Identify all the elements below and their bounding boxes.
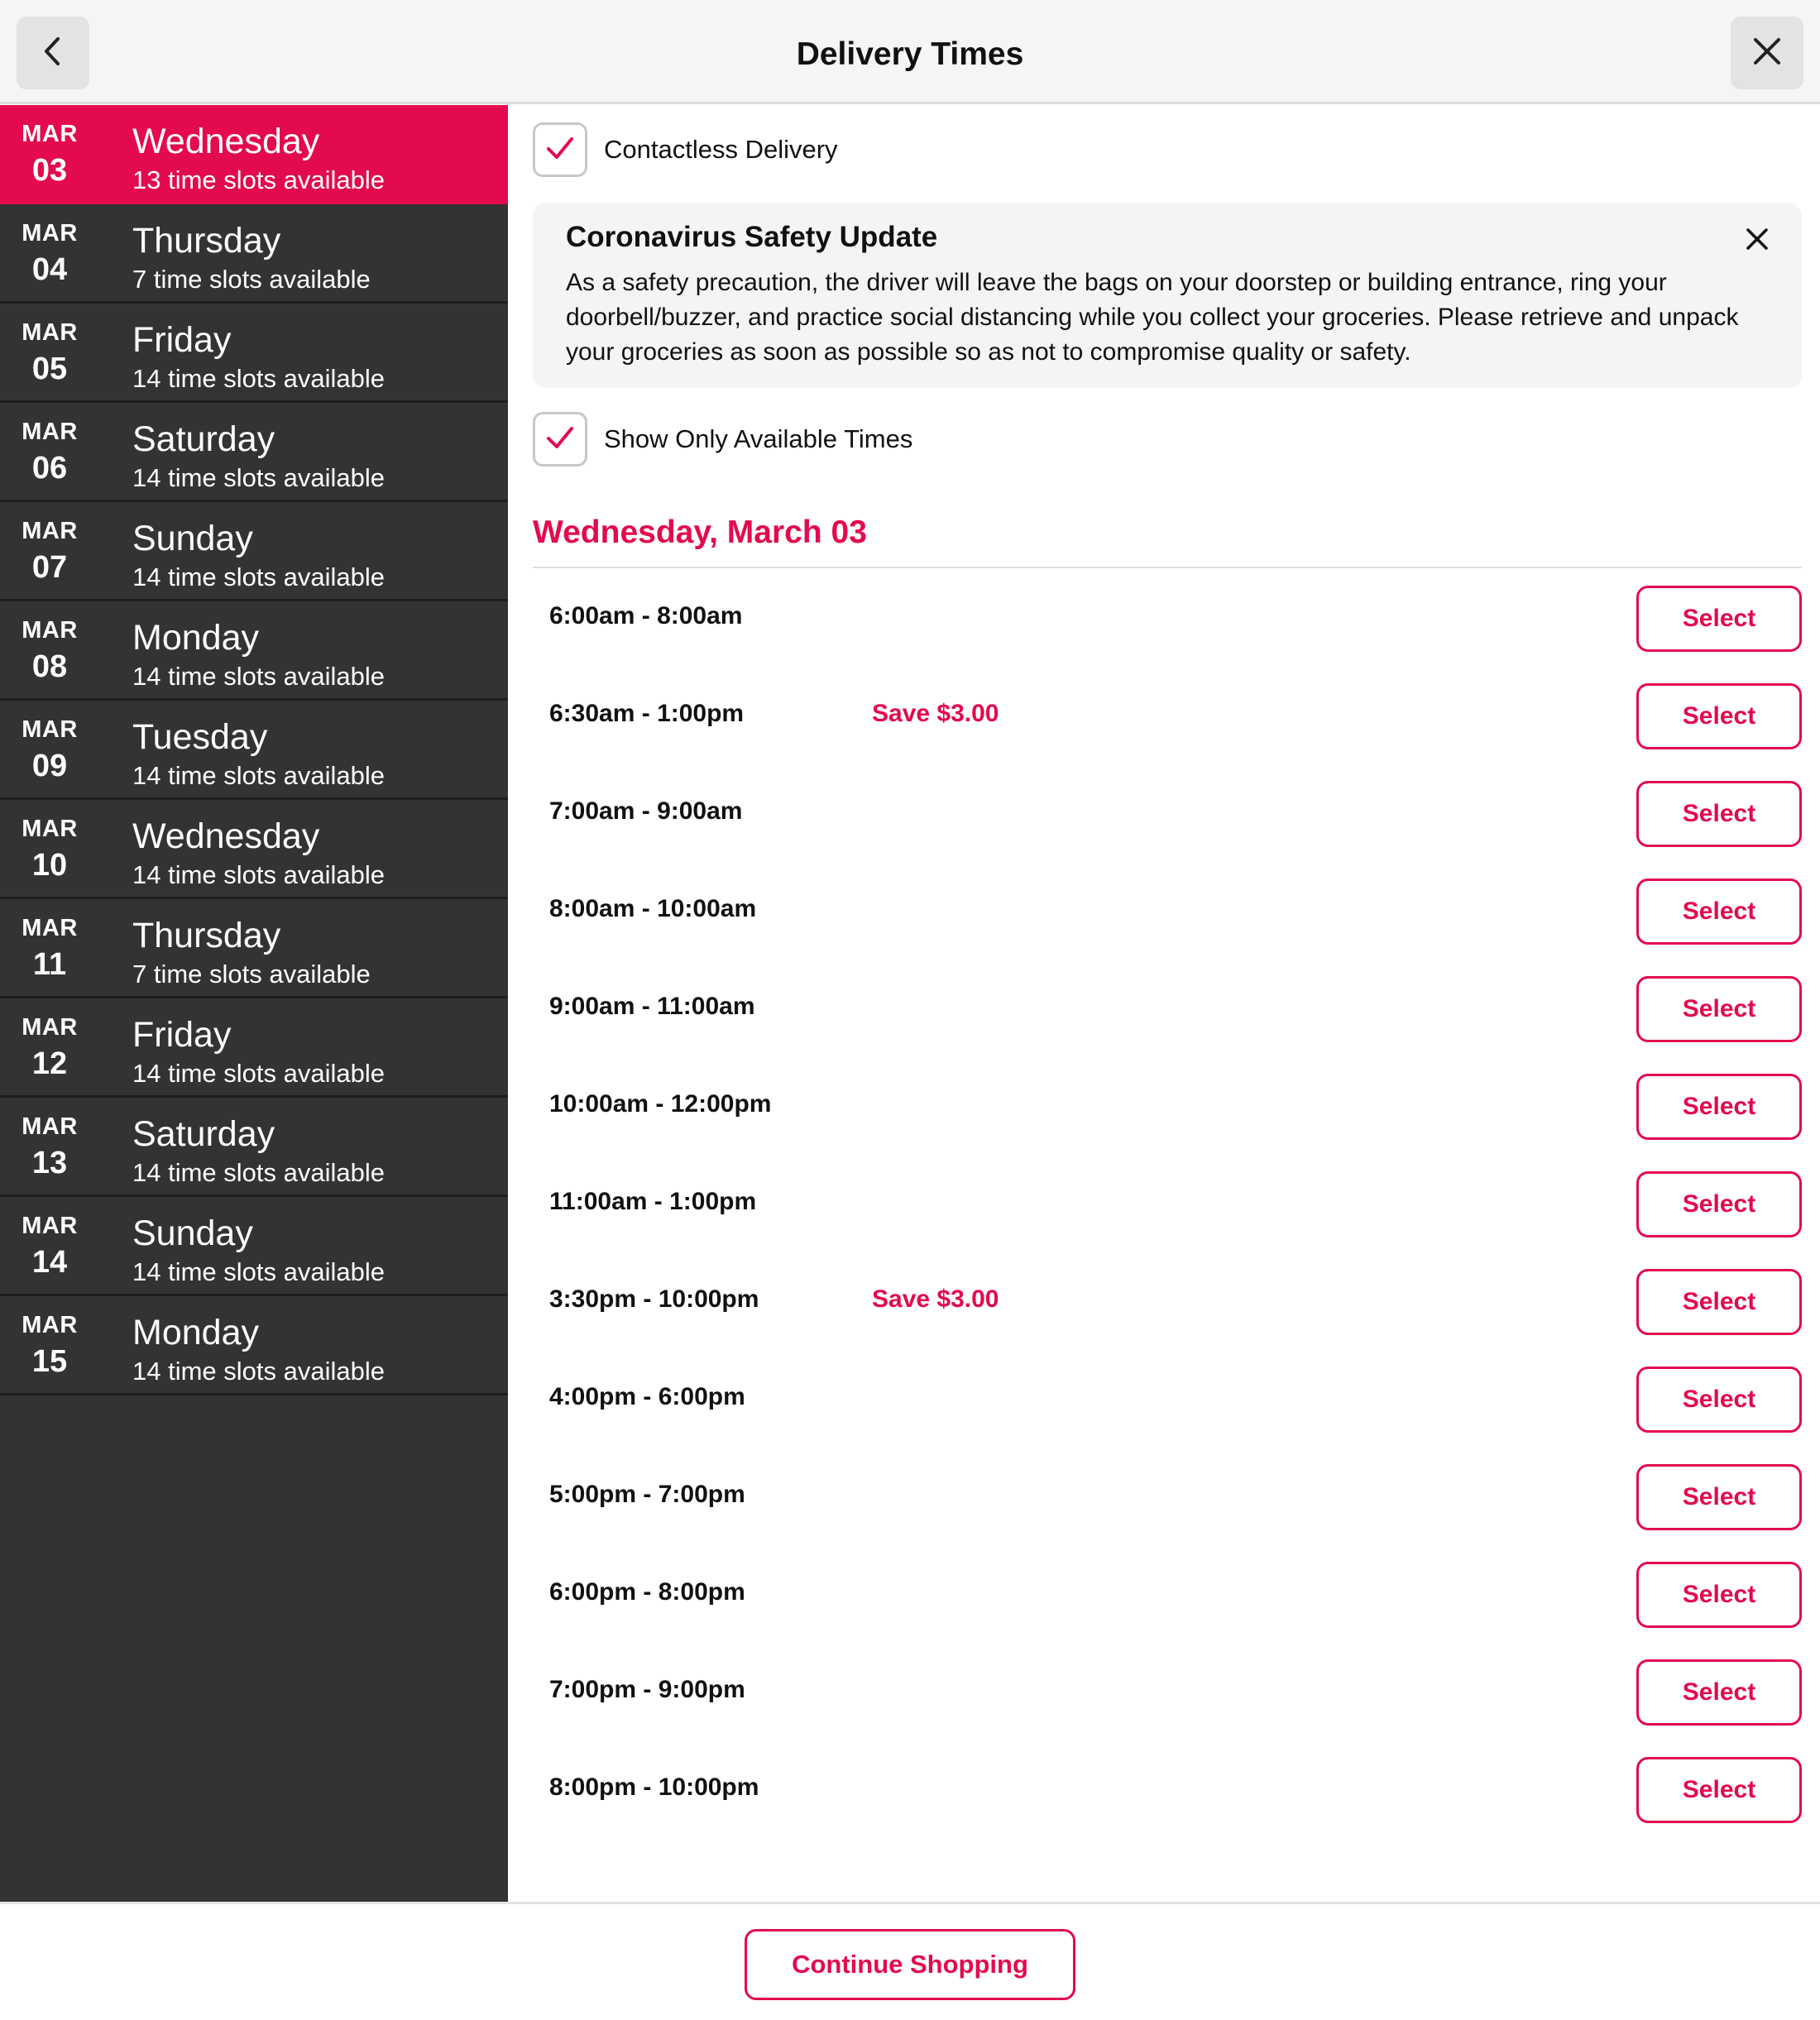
day-slot-count: 14 time slots available: [132, 562, 385, 591]
select-slot-button[interactable]: Select: [1636, 1269, 1802, 1335]
slot-time: 9:00am - 11:00am: [549, 993, 755, 1020]
time-slot-row: [533, 1171, 1802, 1237]
day-number: 08: [31, 649, 68, 684]
day-month: MAR: [22, 617, 78, 644]
day-name: Friday: [132, 320, 232, 360]
slot-time: 6:00pm - 8:00pm: [549, 1578, 745, 1606]
time-slot-row: [533, 878, 1802, 945]
day-number: 14: [31, 1245, 68, 1280]
day-name: Monday: [132, 618, 259, 658]
time-slot-row: [533, 683, 1802, 749]
notice-title: Coronavirus Safety Update: [566, 221, 938, 253]
contactless-delivery-toggle[interactable]: [533, 122, 838, 177]
time-slot-row: [533, 976, 1802, 1042]
day-slot-count: 7 time slots available: [132, 265, 371, 294]
time-slot-row: [533, 1269, 1802, 1335]
day-number: 09: [31, 749, 68, 783]
day-slot-count: 14 time slots available: [132, 662, 385, 691]
day-month: MAR: [22, 518, 78, 544]
time-slot-row: [533, 1562, 1802, 1628]
day-slot-count: 14 time slots available: [132, 463, 385, 492]
day-number: 03: [31, 153, 68, 188]
time-slot-row: [533, 781, 1802, 847]
close-button[interactable]: [1731, 17, 1803, 89]
slot-time: 4:00pm - 6:00pm: [549, 1383, 745, 1410]
day-number: 12: [31, 1046, 68, 1081]
checkmark-icon: [544, 132, 576, 168]
day-item[interactable]: [0, 998, 508, 1098]
notice-close-button[interactable]: [1737, 221, 1777, 261]
day-name: Wednesday: [132, 816, 320, 856]
day-item[interactable]: [0, 204, 508, 304]
select-slot-button[interactable]: Select: [1636, 878, 1802, 945]
day-number: 11: [32, 947, 67, 982]
day-month: MAR: [22, 419, 78, 445]
day-month: MAR: [22, 816, 78, 842]
day-item[interactable]: [0, 1197, 508, 1296]
continue-shopping-button[interactable]: Continue Shopping: [745, 1929, 1075, 2000]
slot-time: 7:00am - 9:00am: [549, 797, 743, 825]
select-slot-button[interactable]: Select: [1636, 1074, 1802, 1140]
day-month: MAR: [22, 1213, 78, 1239]
time-slot-row: [533, 1757, 1802, 1823]
show-available-label: Show Only Available Times: [604, 424, 913, 453]
header-bar: [0, 0, 1820, 104]
select-slot-button[interactable]: Select: [1636, 1464, 1802, 1530]
select-slot-button[interactable]: Select: [1636, 1659, 1802, 1726]
slot-time: 3:30pm - 10:00pm: [549, 1285, 759, 1313]
slot-time: 6:30am - 1:00pm: [549, 700, 745, 727]
select-slot-button[interactable]: Select: [1636, 1171, 1802, 1237]
notice-body: As a safety precaution, the driver will leave the bags on your doorstep or building entrance, ring your doorbell/buzzer, and practice social distancing while you collect your groceries. Please retrieve and unpack your groceries as soon as possible so as not to compromise quality or safety.: [566, 269, 1739, 366]
day-slot-count: 14 time slots available: [132, 860, 385, 889]
day-item[interactable]: [0, 701, 508, 800]
day-name: Friday: [132, 1015, 232, 1055]
footer-bar: [0, 1902, 1820, 2020]
slot-time: 5:00pm - 7:00pm: [549, 1481, 745, 1508]
select-slot-button[interactable]: Select: [1636, 781, 1802, 847]
day-number: 05: [31, 352, 68, 386]
day-slot-count: 14 time slots available: [132, 364, 385, 393]
day-slot-count: 14 time slots available: [132, 1059, 385, 1088]
safety-notice: [533, 203, 1802, 388]
day-name: Wednesday: [132, 122, 320, 161]
slot-time: 10:00am - 12:00pm: [549, 1090, 772, 1118]
day-list: [0, 105, 508, 1902]
day-name: Saturday: [132, 1114, 275, 1154]
day-name: Sunday: [132, 1213, 253, 1253]
day-month: MAR: [22, 1113, 78, 1140]
slot-time: 6:00am - 8:00am: [549, 602, 743, 629]
day-month: MAR: [22, 121, 78, 147]
close-icon: [1745, 227, 1770, 256]
day-slot-count: 14 time slots available: [132, 1257, 385, 1286]
day-item[interactable]: [0, 502, 508, 601]
day-item[interactable]: [0, 1296, 508, 1395]
day-month: MAR: [22, 220, 78, 247]
day-number: 10: [31, 848, 68, 883]
day-item[interactable]: [0, 304, 508, 403]
day-item[interactable]: [0, 601, 508, 701]
day-slot-count: 14 time slots available: [132, 761, 385, 790]
select-slot-button[interactable]: Select: [1636, 1367, 1802, 1433]
day-number: 06: [31, 451, 68, 486]
slot-savings: Save $3.00: [872, 1285, 999, 1313]
day-month: MAR: [22, 1014, 78, 1041]
slot-savings: Save $3.00: [872, 700, 999, 727]
day-name: Sunday: [132, 519, 253, 558]
page-title: Delivery Times: [796, 36, 1024, 72]
day-month: MAR: [22, 319, 78, 346]
day-month: MAR: [22, 1312, 78, 1338]
select-slot-button[interactable]: Select: [1636, 683, 1802, 749]
day-month: MAR: [22, 716, 78, 743]
day-item[interactable]: [0, 403, 508, 502]
checkmark-icon: [544, 422, 576, 457]
slot-panel: [508, 105, 1820, 1902]
show-available-checkbox[interactable]: [533, 412, 587, 467]
time-slot-row: [533, 1659, 1802, 1726]
contactless-label: Contactless Delivery: [604, 135, 838, 164]
time-slot-row: [533, 1074, 1802, 1140]
select-slot-button[interactable]: Select: [1636, 976, 1802, 1042]
day-name: Thursday: [132, 221, 281, 261]
contactless-checkbox[interactable]: [533, 122, 587, 177]
day-number: 07: [31, 550, 68, 585]
day-name: Thursday: [132, 916, 281, 955]
day-slot-count: 13 time slots available: [132, 165, 385, 194]
select-slot-button[interactable]: Select: [1636, 586, 1802, 652]
slot-time: 8:00pm - 10:00pm: [549, 1773, 759, 1801]
slot-time: 7:00pm - 9:00pm: [549, 1676, 745, 1703]
day-number: 13: [31, 1146, 68, 1180]
day-name: Monday: [132, 1313, 259, 1352]
day-item[interactable]: [0, 105, 508, 204]
select-slot-button[interactable]: Select: [1636, 1562, 1802, 1628]
time-slot-row: [533, 1464, 1802, 1530]
day-number: 15: [31, 1344, 68, 1379]
time-slot-row: [533, 1367, 1802, 1433]
day-slot-count: 14 time slots available: [132, 1357, 385, 1386]
day-item[interactable]: [0, 1098, 508, 1197]
day-name: Saturday: [132, 419, 275, 459]
close-icon: [1751, 35, 1784, 72]
divider: [533, 567, 1802, 568]
slot-time: 8:00am - 10:00am: [549, 895, 757, 922]
slot-time: 11:00am - 1:00pm: [549, 1188, 757, 1215]
day-slot-count: 7 time slots available: [132, 960, 371, 988]
day-number: 04: [31, 252, 68, 287]
day-item[interactable]: [0, 899, 508, 998]
day-slot-count: 14 time slots available: [132, 1158, 385, 1187]
day-name: Tuesday: [132, 717, 268, 757]
day-item[interactable]: [0, 800, 508, 899]
show-available-toggle[interactable]: [533, 412, 912, 467]
selected-date-heading: Wednesday, March 03: [533, 515, 867, 550]
day-month: MAR: [22, 915, 78, 941]
select-slot-button[interactable]: Select: [1636, 1757, 1802, 1823]
time-slot-row: [533, 586, 1802, 652]
